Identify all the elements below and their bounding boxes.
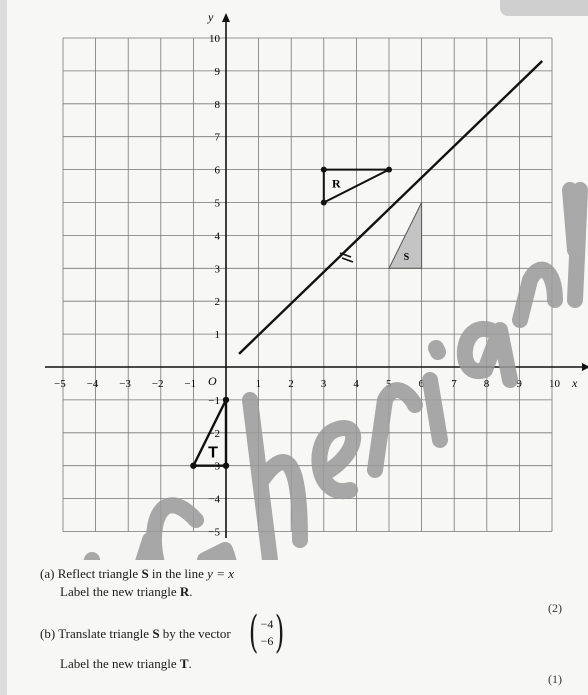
question-a-instruction-text: Label the new triangle: [60, 584, 177, 599]
triangle-s-label: S: [403, 252, 410, 264]
y-tick-label: 3: [214, 263, 220, 276]
question-b-instruction-end: .: [188, 656, 192, 671]
y-tick-label: 6: [214, 164, 220, 177]
x-tick-label: −3: [119, 378, 131, 390]
y-tick-label: 10: [209, 33, 220, 45]
x-tick-label: 3: [320, 378, 327, 390]
x-tick-label: 9: [516, 378, 522, 390]
vector-values: [261, 616, 274, 650]
vertex-dot: [386, 167, 392, 173]
vector-left-paren: (: [249, 607, 259, 658]
x-tick-label: 1: [255, 378, 262, 390]
y-tick-label: 8: [214, 98, 220, 111]
x-tick-label: 4: [353, 378, 359, 390]
y-tick-label: 5: [214, 197, 220, 210]
translation-vector: [249, 607, 285, 658]
y-tick-label: 9: [214, 65, 220, 78]
origin-label: O: [208, 374, 217, 388]
y-tick-label: −3: [208, 460, 220, 473]
vertex-dot: [321, 167, 327, 173]
vector-right-paren: ): [275, 607, 285, 658]
question-a-line: [40, 566, 234, 582]
question-a-part: (a): [40, 566, 55, 581]
y-tick-label: −5: [208, 526, 220, 539]
x-tick-label: 10: [549, 378, 560, 390]
question-b-marks: (1): [548, 672, 562, 686]
vector-top: −4: [260, 617, 274, 631]
question-b-text-2: by the vector: [162, 626, 231, 641]
vertex-dot: [223, 397, 229, 403]
vector-bottom: −6: [260, 634, 274, 648]
y-tick-label: 1: [214, 329, 220, 342]
question-b-instruction: [60, 656, 192, 672]
question-a-instruction: [60, 584, 192, 600]
question-a-text-2: in the line: [151, 566, 204, 581]
question-b-instruction-text: Label the new triangle: [60, 656, 177, 671]
x-tick-label: 5: [386, 378, 392, 390]
vertex-dot: [321, 200, 327, 206]
question-a-instruction-shape: R: [179, 584, 190, 599]
y-axis-arrow: [222, 13, 230, 22]
y-tick-label: 7: [214, 131, 220, 144]
y-tick-label: 2: [214, 296, 220, 309]
vertex-dot: [190, 463, 196, 469]
x-tick-labels: [54, 378, 561, 390]
y-tick-label: 4: [214, 230, 220, 243]
x-tick-label: −5: [54, 378, 66, 390]
question-b-instruction-shape: T: [179, 656, 189, 671]
triangle-t-label: T: [208, 444, 218, 462]
question-b-part: (b): [40, 626, 56, 641]
y-tick-labels: [208, 33, 220, 539]
watermark-signature: [40, 190, 580, 560]
line-mark: [340, 253, 353, 262]
y-tick-label: −2: [208, 427, 220, 440]
x-tick-label: 6: [418, 378, 425, 390]
question-b-line: [40, 626, 231, 642]
y-tick-label: −1: [208, 394, 220, 407]
y-tick-label: −4: [208, 493, 220, 506]
question-a-shape: S: [141, 566, 149, 581]
x-tick-label: −4: [86, 378, 99, 390]
question-a-marks: (2): [548, 601, 562, 615]
grid-lines: [63, 38, 552, 532]
x-tick-label: 8: [483, 378, 490, 390]
question-a-instruction-end: .: [189, 584, 193, 599]
x-tick-label: −1: [184, 378, 197, 390]
x-tick-label: 7: [451, 378, 457, 390]
vertex-dot: [223, 463, 229, 469]
question-a-equation: y = x: [207, 566, 234, 581]
x-axis-arrow: [582, 363, 588, 371]
x-tick-label: 2: [288, 378, 294, 390]
triangle-r-label: R: [331, 176, 341, 191]
question-b-shape: S: [152, 626, 160, 641]
y-axis-label: y: [208, 10, 214, 24]
x-tick-label: −2: [151, 378, 164, 390]
line-y-equals-x: [239, 61, 542, 354]
question-a-text: Reflect triangle: [57, 566, 139, 581]
question-b-text: Translate triangle: [58, 626, 150, 641]
x-axis-label: x: [572, 376, 578, 390]
